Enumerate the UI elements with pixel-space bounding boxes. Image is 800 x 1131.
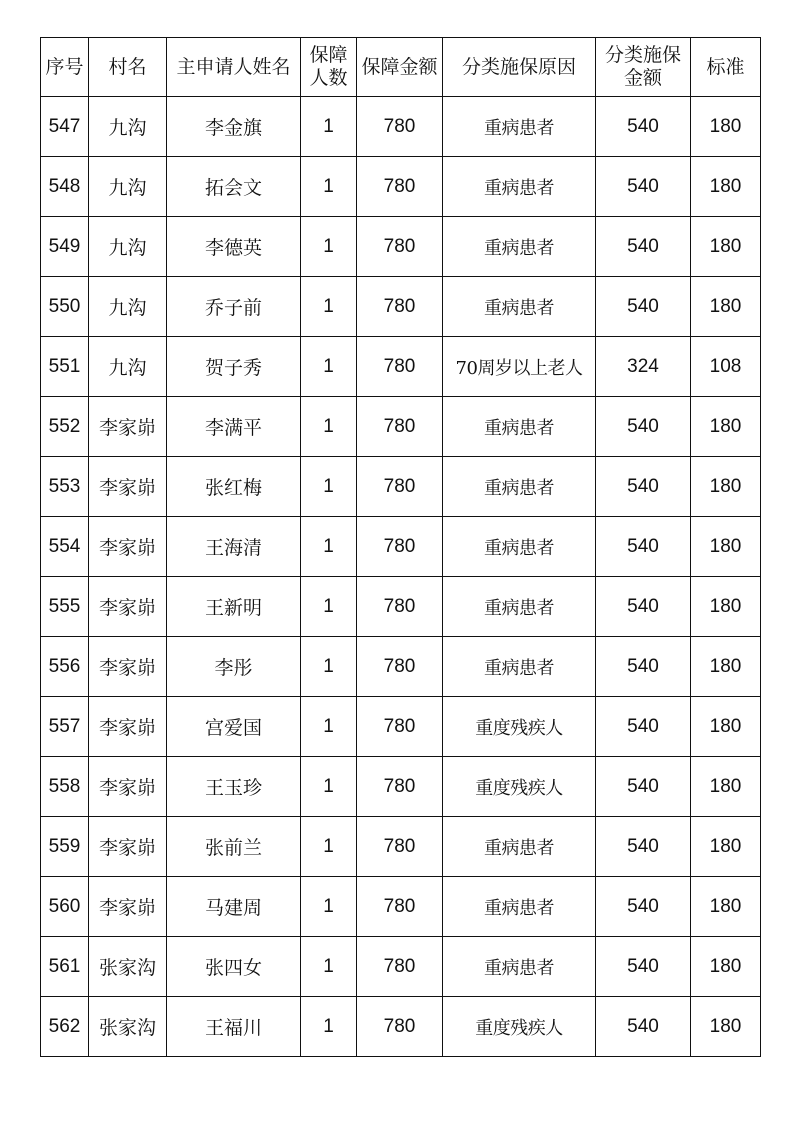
cell-applicant-name: 李金旗 [167, 97, 301, 157]
cell-standard: 180 [691, 757, 761, 817]
cell-standard: 180 [691, 877, 761, 937]
cell-classification-amount: 540 [596, 157, 691, 217]
cell-classification-amount: 540 [596, 97, 691, 157]
cell-benefit-amount: 780 [357, 337, 443, 397]
cell-applicant-name: 马建周 [167, 877, 301, 937]
cell-benefit-amount: 780 [357, 217, 443, 277]
cell-village: 李家峁 [89, 817, 167, 877]
table-row [41, 697, 761, 757]
cell-benefit-amount: 780 [357, 937, 443, 997]
cell-serial-no: 552 [41, 397, 89, 457]
cell-applicant-name: 张前兰 [167, 817, 301, 877]
cell-village: 九沟 [89, 217, 167, 277]
cell-village: 九沟 [89, 337, 167, 397]
cell-classification-reason: 重病患者 [443, 817, 596, 877]
cell-benefit-amount: 780 [357, 517, 443, 577]
cell-serial-no: 560 [41, 877, 89, 937]
cell-classification-amount: 540 [596, 877, 691, 937]
cell-covered-persons: 1 [301, 457, 357, 517]
cell-applicant-name: 王玉珍 [167, 757, 301, 817]
cell-village: 李家峁 [89, 877, 167, 937]
cell-classification-reason: 重度残疾人 [443, 697, 596, 757]
header-row [41, 38, 761, 97]
cell-classification-reason: 重病患者 [443, 877, 596, 937]
cell-covered-persons: 1 [301, 757, 357, 817]
cell-covered-persons: 1 [301, 157, 357, 217]
cell-applicant-name: 乔子前 [167, 277, 301, 337]
cell-applicant-name: 张四女 [167, 937, 301, 997]
cell-standard: 180 [691, 997, 761, 1057]
cell-standard: 180 [691, 157, 761, 217]
header-standard: 标准 [691, 38, 761, 97]
cell-serial-no: 547 [41, 97, 89, 157]
cell-standard: 180 [691, 217, 761, 277]
table-header [41, 38, 761, 97]
cell-village: 九沟 [89, 97, 167, 157]
cell-village: 李家峁 [89, 757, 167, 817]
cell-benefit-amount: 780 [357, 577, 443, 637]
cell-classification-reason: 重病患者 [443, 157, 596, 217]
cell-standard: 180 [691, 517, 761, 577]
cell-covered-persons: 1 [301, 637, 357, 697]
cell-classification-reason: 重度残疾人 [443, 997, 596, 1057]
header-village: 村名 [89, 38, 167, 97]
cell-standard: 180 [691, 577, 761, 637]
cell-classification-reason: 重度残疾人 [443, 757, 596, 817]
cell-serial-no: 557 [41, 697, 89, 757]
cell-applicant-name: 王新明 [167, 577, 301, 637]
cell-benefit-amount: 780 [357, 97, 443, 157]
cell-standard: 108 [691, 337, 761, 397]
header-classification-reason: 分类施保原因 [443, 38, 596, 97]
relief-roster-table [40, 37, 761, 1057]
cell-benefit-amount: 780 [357, 397, 443, 457]
cell-benefit-amount: 780 [357, 637, 443, 697]
cell-covered-persons: 1 [301, 697, 357, 757]
cell-applicant-name: 李彤 [167, 637, 301, 697]
cell-classification-amount: 540 [596, 457, 691, 517]
cell-covered-persons: 1 [301, 997, 357, 1057]
cell-serial-no: 554 [41, 517, 89, 577]
cell-applicant-name: 王福川 [167, 997, 301, 1057]
cell-village: 九沟 [89, 157, 167, 217]
cell-benefit-amount: 780 [357, 697, 443, 757]
table-row [41, 277, 761, 337]
cell-classification-amount: 324 [596, 337, 691, 397]
cell-serial-no: 556 [41, 637, 89, 697]
table-row [41, 937, 761, 997]
cell-standard: 180 [691, 397, 761, 457]
cell-benefit-amount: 780 [357, 877, 443, 937]
cell-covered-persons: 1 [301, 817, 357, 877]
cell-classification-amount: 540 [596, 817, 691, 877]
cell-covered-persons: 1 [301, 277, 357, 337]
cell-classification-amount: 540 [596, 517, 691, 577]
cell-serial-no: 558 [41, 757, 89, 817]
table-row [41, 997, 761, 1057]
cell-classification-amount: 540 [596, 697, 691, 757]
cell-covered-persons: 1 [301, 217, 357, 277]
cell-classification-amount: 540 [596, 637, 691, 697]
cell-classification-amount: 540 [596, 937, 691, 997]
table-row [41, 517, 761, 577]
cell-classification-reason: 重病患者 [443, 397, 596, 457]
table-row [41, 217, 761, 277]
cell-serial-no: 562 [41, 997, 89, 1057]
cell-classification-reason: 重病患者 [443, 277, 596, 337]
cell-village: 李家峁 [89, 697, 167, 757]
cell-serial-no: 561 [41, 937, 89, 997]
cell-applicant-name: 李满平 [167, 397, 301, 457]
cell-covered-persons: 1 [301, 337, 357, 397]
cell-benefit-amount: 780 [357, 457, 443, 517]
table-row [41, 457, 761, 517]
cell-classification-reason: 重病患者 [443, 637, 596, 697]
cell-classification-amount: 540 [596, 997, 691, 1057]
cell-classification-amount: 540 [596, 397, 691, 457]
cell-standard: 180 [691, 937, 761, 997]
cell-village: 张家沟 [89, 997, 167, 1057]
cell-benefit-amount: 780 [357, 817, 443, 877]
header-classification-amount: 分类施保金额 [596, 38, 691, 97]
table-row [41, 637, 761, 697]
table-row [41, 337, 761, 397]
table-body [41, 97, 761, 1057]
cell-classification-reason: 重病患者 [443, 517, 596, 577]
cell-benefit-amount: 780 [357, 997, 443, 1057]
table-row [41, 157, 761, 217]
cell-standard: 180 [691, 457, 761, 517]
header-benefit-amount: 保障金额 [357, 38, 443, 97]
cell-serial-no: 555 [41, 577, 89, 637]
cell-covered-persons: 1 [301, 577, 357, 637]
cell-classification-amount: 540 [596, 577, 691, 637]
cell-standard: 180 [691, 637, 761, 697]
cell-classification-amount: 540 [596, 757, 691, 817]
cell-serial-no: 551 [41, 337, 89, 397]
table-row [41, 397, 761, 457]
header-applicant-name: 主申请人姓名 [167, 38, 301, 97]
cell-applicant-name: 李德英 [167, 217, 301, 277]
cell-serial-no: 550 [41, 277, 89, 337]
table-row [41, 817, 761, 877]
cell-classification-reason: 重病患者 [443, 97, 596, 157]
cell-village: 李家峁 [89, 637, 167, 697]
cell-standard: 180 [691, 97, 761, 157]
cell-serial-no: 548 [41, 157, 89, 217]
cell-village: 九沟 [89, 277, 167, 337]
cell-classification-amount: 540 [596, 217, 691, 277]
cell-applicant-name: 张红梅 [167, 457, 301, 517]
cell-serial-no: 553 [41, 457, 89, 517]
cell-applicant-name: 拓会文 [167, 157, 301, 217]
cell-classification-reason: 重病患者 [443, 577, 596, 637]
cell-village: 李家峁 [89, 577, 167, 637]
cell-covered-persons: 1 [301, 877, 357, 937]
cell-classification-amount: 540 [596, 277, 691, 337]
cell-classification-reason: 重病患者 [443, 217, 596, 277]
table-row [41, 877, 761, 937]
cell-applicant-name: 贺子秀 [167, 337, 301, 397]
table-row [41, 577, 761, 637]
cell-applicant-name: 王海清 [167, 517, 301, 577]
cell-village: 张家沟 [89, 937, 167, 997]
cell-covered-persons: 1 [301, 937, 357, 997]
header-covered-persons: 保障人数 [301, 38, 357, 97]
table-row [41, 97, 761, 157]
cell-village: 李家峁 [89, 517, 167, 577]
cell-standard: 180 [691, 817, 761, 877]
cell-covered-persons: 1 [301, 517, 357, 577]
cell-benefit-amount: 780 [357, 757, 443, 817]
header-serial-no: 序号 [41, 38, 89, 97]
cell-covered-persons: 1 [301, 397, 357, 457]
cell-applicant-name: 宫爱国 [167, 697, 301, 757]
cell-village: 李家峁 [89, 457, 167, 517]
cell-standard: 180 [691, 697, 761, 757]
cell-benefit-amount: 780 [357, 157, 443, 217]
cell-standard: 180 [691, 277, 761, 337]
cell-serial-no: 549 [41, 217, 89, 277]
cell-covered-persons: 1 [301, 97, 357, 157]
cell-village: 李家峁 [89, 397, 167, 457]
cell-benefit-amount: 780 [357, 277, 443, 337]
cell-serial-no: 559 [41, 817, 89, 877]
cell-classification-reason: 重病患者 [443, 457, 596, 517]
cell-classification-reason: 重病患者 [443, 937, 596, 997]
cell-classification-reason: 70周岁以上老人 [443, 337, 596, 397]
table-row [41, 757, 761, 817]
